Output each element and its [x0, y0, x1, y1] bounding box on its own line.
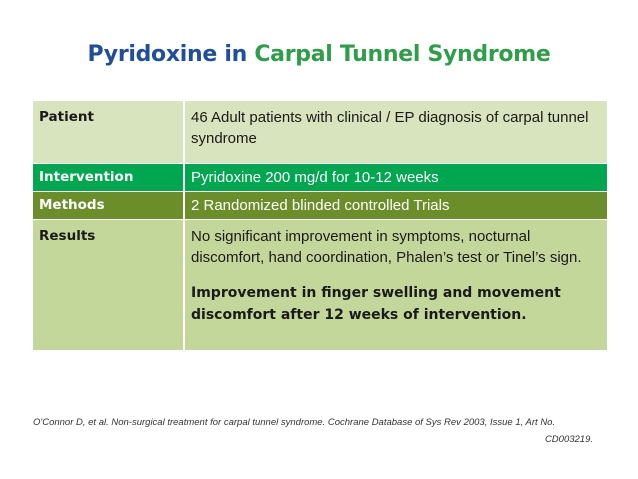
row-value: 46 Adult patients with clinical / EP diagnosis of carpal tunnel syndrome — [184, 101, 607, 164]
table-row-patient — [33, 101, 607, 164]
citation-line2: CD003219. — [544, 434, 593, 445]
table-row-methods — [33, 192, 607, 220]
citation-line1: O'Connor D, et al. Non-surgical treatment for carpal tunnel syndrome. Cochrane Database of Sys Rev 2003, Issue 1, Art No. — [33, 417, 556, 428]
slide-title — [0, 42, 638, 67]
row-label: Results — [33, 220, 184, 351]
results-emphasis: Improvement in finger swelling and movement discomfort after 12 weeks of intervention. — [191, 285, 561, 323]
slide-title-part2: Carpal Tunnel Syndrome — [254, 42, 551, 67]
row-value-results — [184, 220, 607, 351]
row-label: Patient — [33, 101, 184, 164]
slide-title-part1: Pyridoxine in — [87, 42, 255, 67]
results-text: No significant improvement in symptoms, nocturnal discomfort, hand coordination, Phalen’s test or Tinel’s sign. — [191, 228, 582, 266]
row-label: Methods — [33, 192, 184, 220]
table-row-intervention — [33, 164, 607, 192]
table-row-results — [33, 220, 607, 351]
row-label: Intervention — [33, 164, 184, 192]
row-value: 2 Randomized blinded controlled Trials — [184, 192, 607, 220]
evidence-table — [33, 100, 607, 350]
citation — [33, 414, 593, 448]
row-value: Pyridoxine 200 mg/d for 10-12 weeks — [184, 164, 607, 192]
